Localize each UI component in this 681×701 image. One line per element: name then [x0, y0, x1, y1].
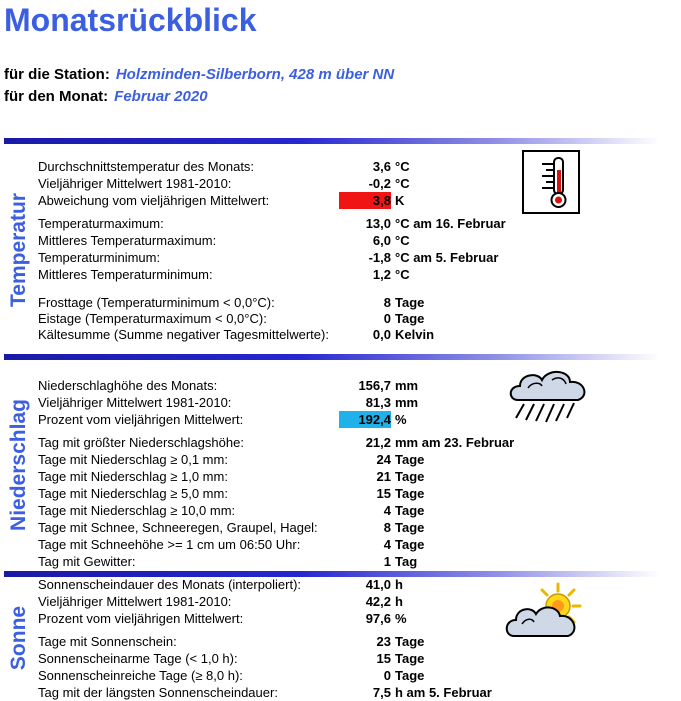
sun-cloud-icon [502, 580, 594, 646]
rain-cloud-icon [504, 366, 596, 428]
row-label: Frosttage (Temperaturminimum < 0,0°C): [38, 295, 275, 310]
row-label: Abweichung vom vieljährigen Mittelwert: [38, 193, 270, 208]
row-unit: °C [395, 233, 410, 248]
row-unit: Tage [395, 311, 425, 326]
rain-row-8 [0, 502, 681, 519]
row-label: Sonnenscheindauer des Monats (interpoliert): [38, 577, 302, 592]
row-unit: mm [395, 378, 419, 393]
row-unit: Tage [395, 537, 425, 552]
row-label: Prozent vom vieljährigen Mittelwert: [38, 611, 244, 626]
row-unit: Tage [395, 503, 425, 518]
row-value: 156,7 [358, 378, 391, 393]
row-label: Vieljähriger Mittelwert 1981-2010: [38, 176, 232, 191]
temp-row-7 [0, 266, 681, 283]
section-title-niederschlag-text: Niederschlag [7, 399, 30, 531]
section-title-sonne-text: Sonne [7, 605, 30, 671]
row-unit: mm [395, 395, 419, 410]
month-value: Februar 2020 [114, 88, 208, 105]
rain-row-5 [0, 451, 681, 468]
temp-row-4 [0, 215, 681, 232]
row-label: Sonnenscheinreiche Tage (≥ 8,0 h): [38, 668, 243, 683]
row-label: Temperaturminimum: [38, 250, 161, 265]
row-value: 42,2 [365, 594, 391, 609]
rain-row-9 [0, 519, 681, 536]
row-unit: Tage [395, 469, 425, 484]
station-value: Holzminden-Silberborn, 428 m über NN [115, 66, 395, 83]
row-unit: Tage [395, 651, 425, 666]
month-line [4, 88, 208, 105]
row-value: -1,8 [368, 250, 391, 265]
station-label: für die Station: [4, 66, 110, 83]
month-label: für den Monat: [4, 88, 109, 105]
row-label: Tage mit Sonnenschein: [38, 634, 177, 649]
row-label: Tage mit Schneehöhe >= 1 cm um 06:50 Uhr: [38, 537, 301, 552]
row-label: Sonnenscheinarme Tage (< 1,0 h): [38, 651, 238, 666]
row-unit: °C [395, 267, 410, 282]
row-label: Eistage (Temperaturmaximum < 0,0°C): [38, 311, 267, 326]
row-unit: % [395, 611, 407, 626]
temp-row-9 [0, 310, 681, 327]
row-label: Tage mit Schnee, Schneeregen, Graupel, Hagel: [38, 520, 318, 535]
row-value: 0 [383, 311, 391, 326]
row-label: Vieljähriger Mittelwert 1981-2010: [38, 395, 232, 410]
row-label: Tag mit größter Niederschlagshöhe: [38, 435, 244, 450]
row-label: Tage mit Niederschlag ≥ 10,0 mm: [38, 503, 236, 518]
row-unit: mm am 23. Februar [395, 435, 515, 450]
row-unit: °C am 5. Februar [395, 250, 499, 265]
row-value: 81,3 [365, 395, 391, 410]
row-value: 21,2 [365, 435, 391, 450]
row-value: 0 [383, 668, 391, 683]
row-unit: Tage [395, 295, 425, 310]
row-value-highlight: 192,4 [339, 411, 391, 428]
row-value: 4 [383, 537, 391, 552]
sun-row-6 [0, 667, 681, 684]
row-value: 3,6 [372, 159, 391, 174]
section-title-temperatur-text: Temperatur [7, 193, 30, 307]
row-value: 13,0 [365, 216, 391, 231]
section-divider-temperatur [4, 138, 660, 144]
rain-row-11 [0, 553, 681, 570]
row-value: -0,2 [368, 176, 391, 191]
row-unit: Tage [395, 634, 425, 649]
row-label: Mittleres Temperaturmaximum: [38, 233, 217, 248]
row-label: Temperaturmaximum: [38, 216, 164, 231]
row-label: Tage mit Niederschlag ≥ 0,1 mm: [38, 452, 228, 467]
row-unit: Kelvin [395, 327, 435, 342]
row-value-highlight: 3,8 [339, 192, 391, 209]
temp-row-6 [0, 249, 681, 266]
row-unit: % [395, 412, 407, 427]
row-value: 1 [383, 554, 391, 569]
row-label: Prozent vom vieljährigen Mittelwert: [38, 412, 244, 427]
row-label: Tage mit Niederschlag ≥ 1,0 mm: [38, 469, 228, 484]
row-value: 8 [383, 520, 391, 535]
row-unit: Tag [395, 554, 418, 569]
row-value: 8 [383, 295, 391, 310]
row-value: 15 [376, 486, 391, 501]
row-unit: h am 5. Februar [395, 685, 492, 700]
temp-row-10 [0, 326, 681, 343]
section-divider-niederschlag [4, 354, 660, 360]
station-line [4, 66, 394, 83]
row-unit: Tage [395, 668, 425, 683]
sun-row-7 [0, 684, 681, 701]
row-unit: Tage [395, 452, 425, 467]
row-label: Tag mit der längsten Sonnenscheindauer: [38, 685, 278, 700]
row-value: 97,6 [365, 611, 391, 626]
row-unit: °C am 16. Februar [395, 216, 506, 231]
row-unit: Tage [395, 486, 425, 501]
row-label: Tage mit Niederschlag ≥ 5,0 mm: [38, 486, 228, 501]
row-value: 1,2 [372, 267, 391, 282]
thermometer-icon [522, 150, 580, 214]
row-label: Vieljähriger Mittelwert 1981-2010: [38, 594, 232, 609]
row-unit: h [395, 594, 403, 609]
row-unit: K [395, 193, 405, 208]
sun-row-5 [0, 650, 681, 667]
row-value: 21 [376, 469, 391, 484]
rain-row-6 [0, 468, 681, 485]
rain-row-7 [0, 485, 681, 502]
row-label: Tag mit Gewitter: [38, 554, 136, 569]
row-label: Kältesumme (Summe negativer Tagesmittelwerte): [38, 327, 329, 342]
row-label: Niederschlaghöhe des Monats: [38, 378, 218, 393]
row-value: 24 [376, 452, 391, 467]
row-value: 4 [383, 503, 391, 518]
row-value: 6,0 [372, 233, 391, 248]
row-value: 41,0 [365, 577, 391, 592]
page-title: Monatsrückblick [4, 2, 257, 38]
row-value: 0,0 [372, 327, 391, 342]
rain-row-10 [0, 536, 681, 553]
row-label: Durchschnittstemperatur des Monats: [38, 159, 255, 174]
row-label: Mittleres Temperaturminimum: [38, 267, 213, 282]
row-unit: h [395, 577, 403, 592]
row-value: 23 [376, 634, 391, 649]
rain-row-4 [0, 434, 681, 451]
temp-row-5 [0, 232, 681, 249]
row-unit: °C [395, 176, 410, 191]
row-unit: Tage [395, 520, 425, 535]
temp-row-8 [0, 294, 681, 311]
row-value: 7,5 [372, 685, 391, 700]
row-value: 15 [376, 651, 391, 666]
row-unit: °C [395, 159, 410, 174]
